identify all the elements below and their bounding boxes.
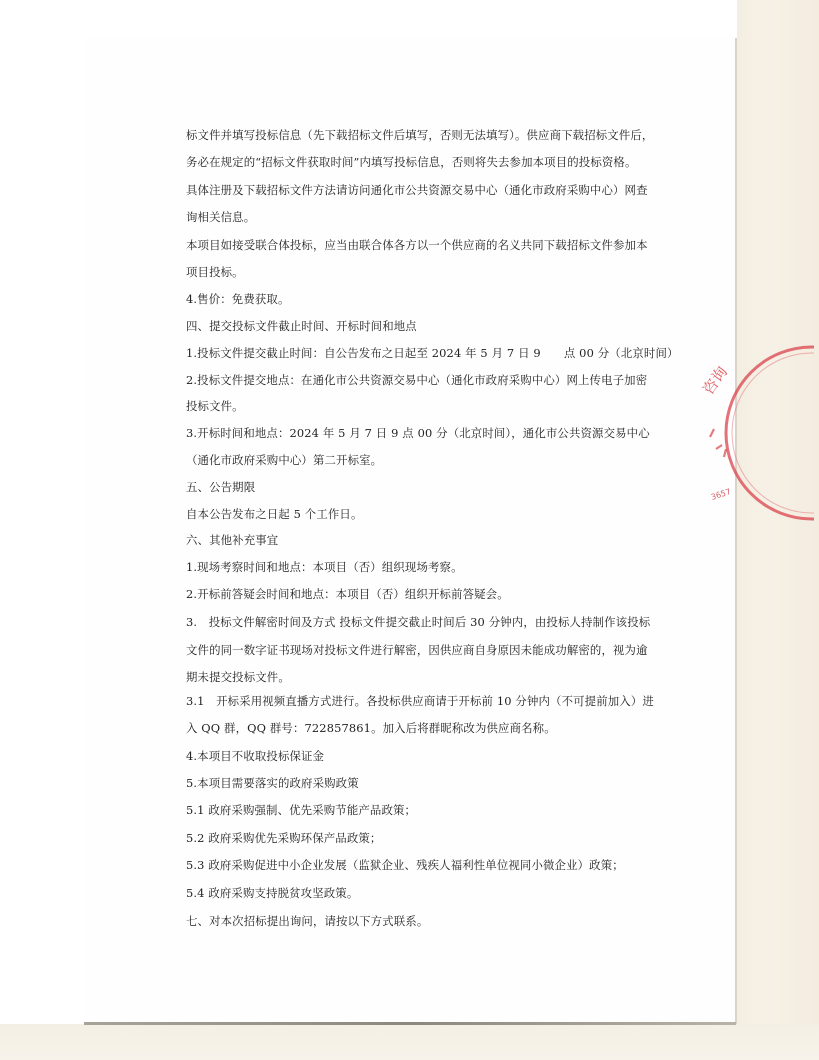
body-line: 2.投标文件提交地点：在通化市公共资源交易中心（通化市政府采购中心）网上传电子加密 [186, 373, 648, 387]
body-line: 入 QQ 群，QQ 群号：722857861。加入后将群昵称改为供应商名称。 [186, 721, 556, 735]
body-line: 5.4 政府采购支持脱贫攻坚政策。 [186, 886, 359, 900]
body-line: 5.本项目需要落实的政府采购政策 [186, 776, 359, 790]
section-heading: 五、公告期限 [186, 480, 256, 494]
body-line: 项目投标。 [186, 265, 244, 279]
body-line: 投标文件。 [186, 399, 244, 413]
body-line: 5.2 政府采购优先采购环保产品政策； [186, 831, 382, 845]
body-line: 自本公告发布之日起 5 个工作日。 [186, 507, 363, 521]
body-line: 询相关信息。 [186, 210, 256, 224]
body-line: 5.3 政府采购促进中小企业发展（监狱企业、残疾人福利性单位视同小微企业）政策； [186, 858, 624, 872]
body-line: 5.1 政府采购强制、优先采购节能产品政策； [186, 803, 417, 817]
body-line: 期未提交投标文件。 [186, 670, 290, 684]
body-line: 标文件并填写投标信息（先下载招标文件后填写，否则无法填写）。供应商下载招标文件后， [186, 128, 654, 142]
body-line: 3.开标时间和地点：2024 年 5 月 7 日 9 点 00 分（北京时间），通化市公共资源交易中心 [186, 426, 650, 440]
desk-surface-bottom [0, 1024, 819, 1060]
body-line: 2.开标前答疑会时间和地点：本项目（否）组织开标前答疑会。 [186, 587, 509, 601]
body-line: 务必在规定的“招标文件获取时间”内填写投标信息，否则将失去参加本项目的投标资格。 [186, 155, 637, 169]
body-line: 1.现场考察时间和地点：本项目（否）组织现场考察。 [186, 560, 463, 574]
body-line: 3.1 开标采用视频直播方式进行。各投标供应商请于开标前 10 分钟内（不可提前加入）进 [186, 694, 654, 708]
page-bottom-edge [84, 1022, 736, 1025]
body-line: 文件的同一数字证书现场对投标文件进行解密，因供应商自身原因未能成功解密的，视为逾 [186, 643, 648, 657]
seal-number: 3657 [709, 487, 732, 502]
page-right-edge [735, 38, 737, 1024]
body-line: 具体注册及下载招标文件方法请访问通化市公共资源交易中心（通化市政府采购中心）网查 [186, 183, 648, 197]
section-heading: 七、对本次招标提出询问，请按以下方式联系。 [186, 914, 429, 928]
section-heading: 四、提交投标文件截止时间、开标时间和地点 [186, 319, 417, 333]
body-line: 1.投标文件提交截止时间：自公告发布之日起至 2024 年 5 月 7 日 9 点 00 分（北京时间） [186, 346, 679, 360]
body-line: 4.售价：免费获取。 [186, 292, 290, 306]
body-line: 本项目如接受联合体投标，应当由联合体各方以一个供应商的名义共同下载招标文件参加本 [186, 238, 648, 252]
body-line: 4.本项目不收取投标保证金 [186, 749, 325, 763]
body-line: 3. 投标文件解密时间及方式 投标文件提交截止时间后 30 分钟内，由投标人持制作该投标 [186, 615, 651, 629]
desk-surface-right [737, 0, 819, 1060]
official-seal-stamp [694, 345, 814, 525]
body-line: （通化市政府采购中心）第二开标室。 [186, 453, 383, 467]
section-heading: 六、其他补充事宜 [186, 533, 279, 547]
seal-char: 咨询 [699, 363, 732, 399]
